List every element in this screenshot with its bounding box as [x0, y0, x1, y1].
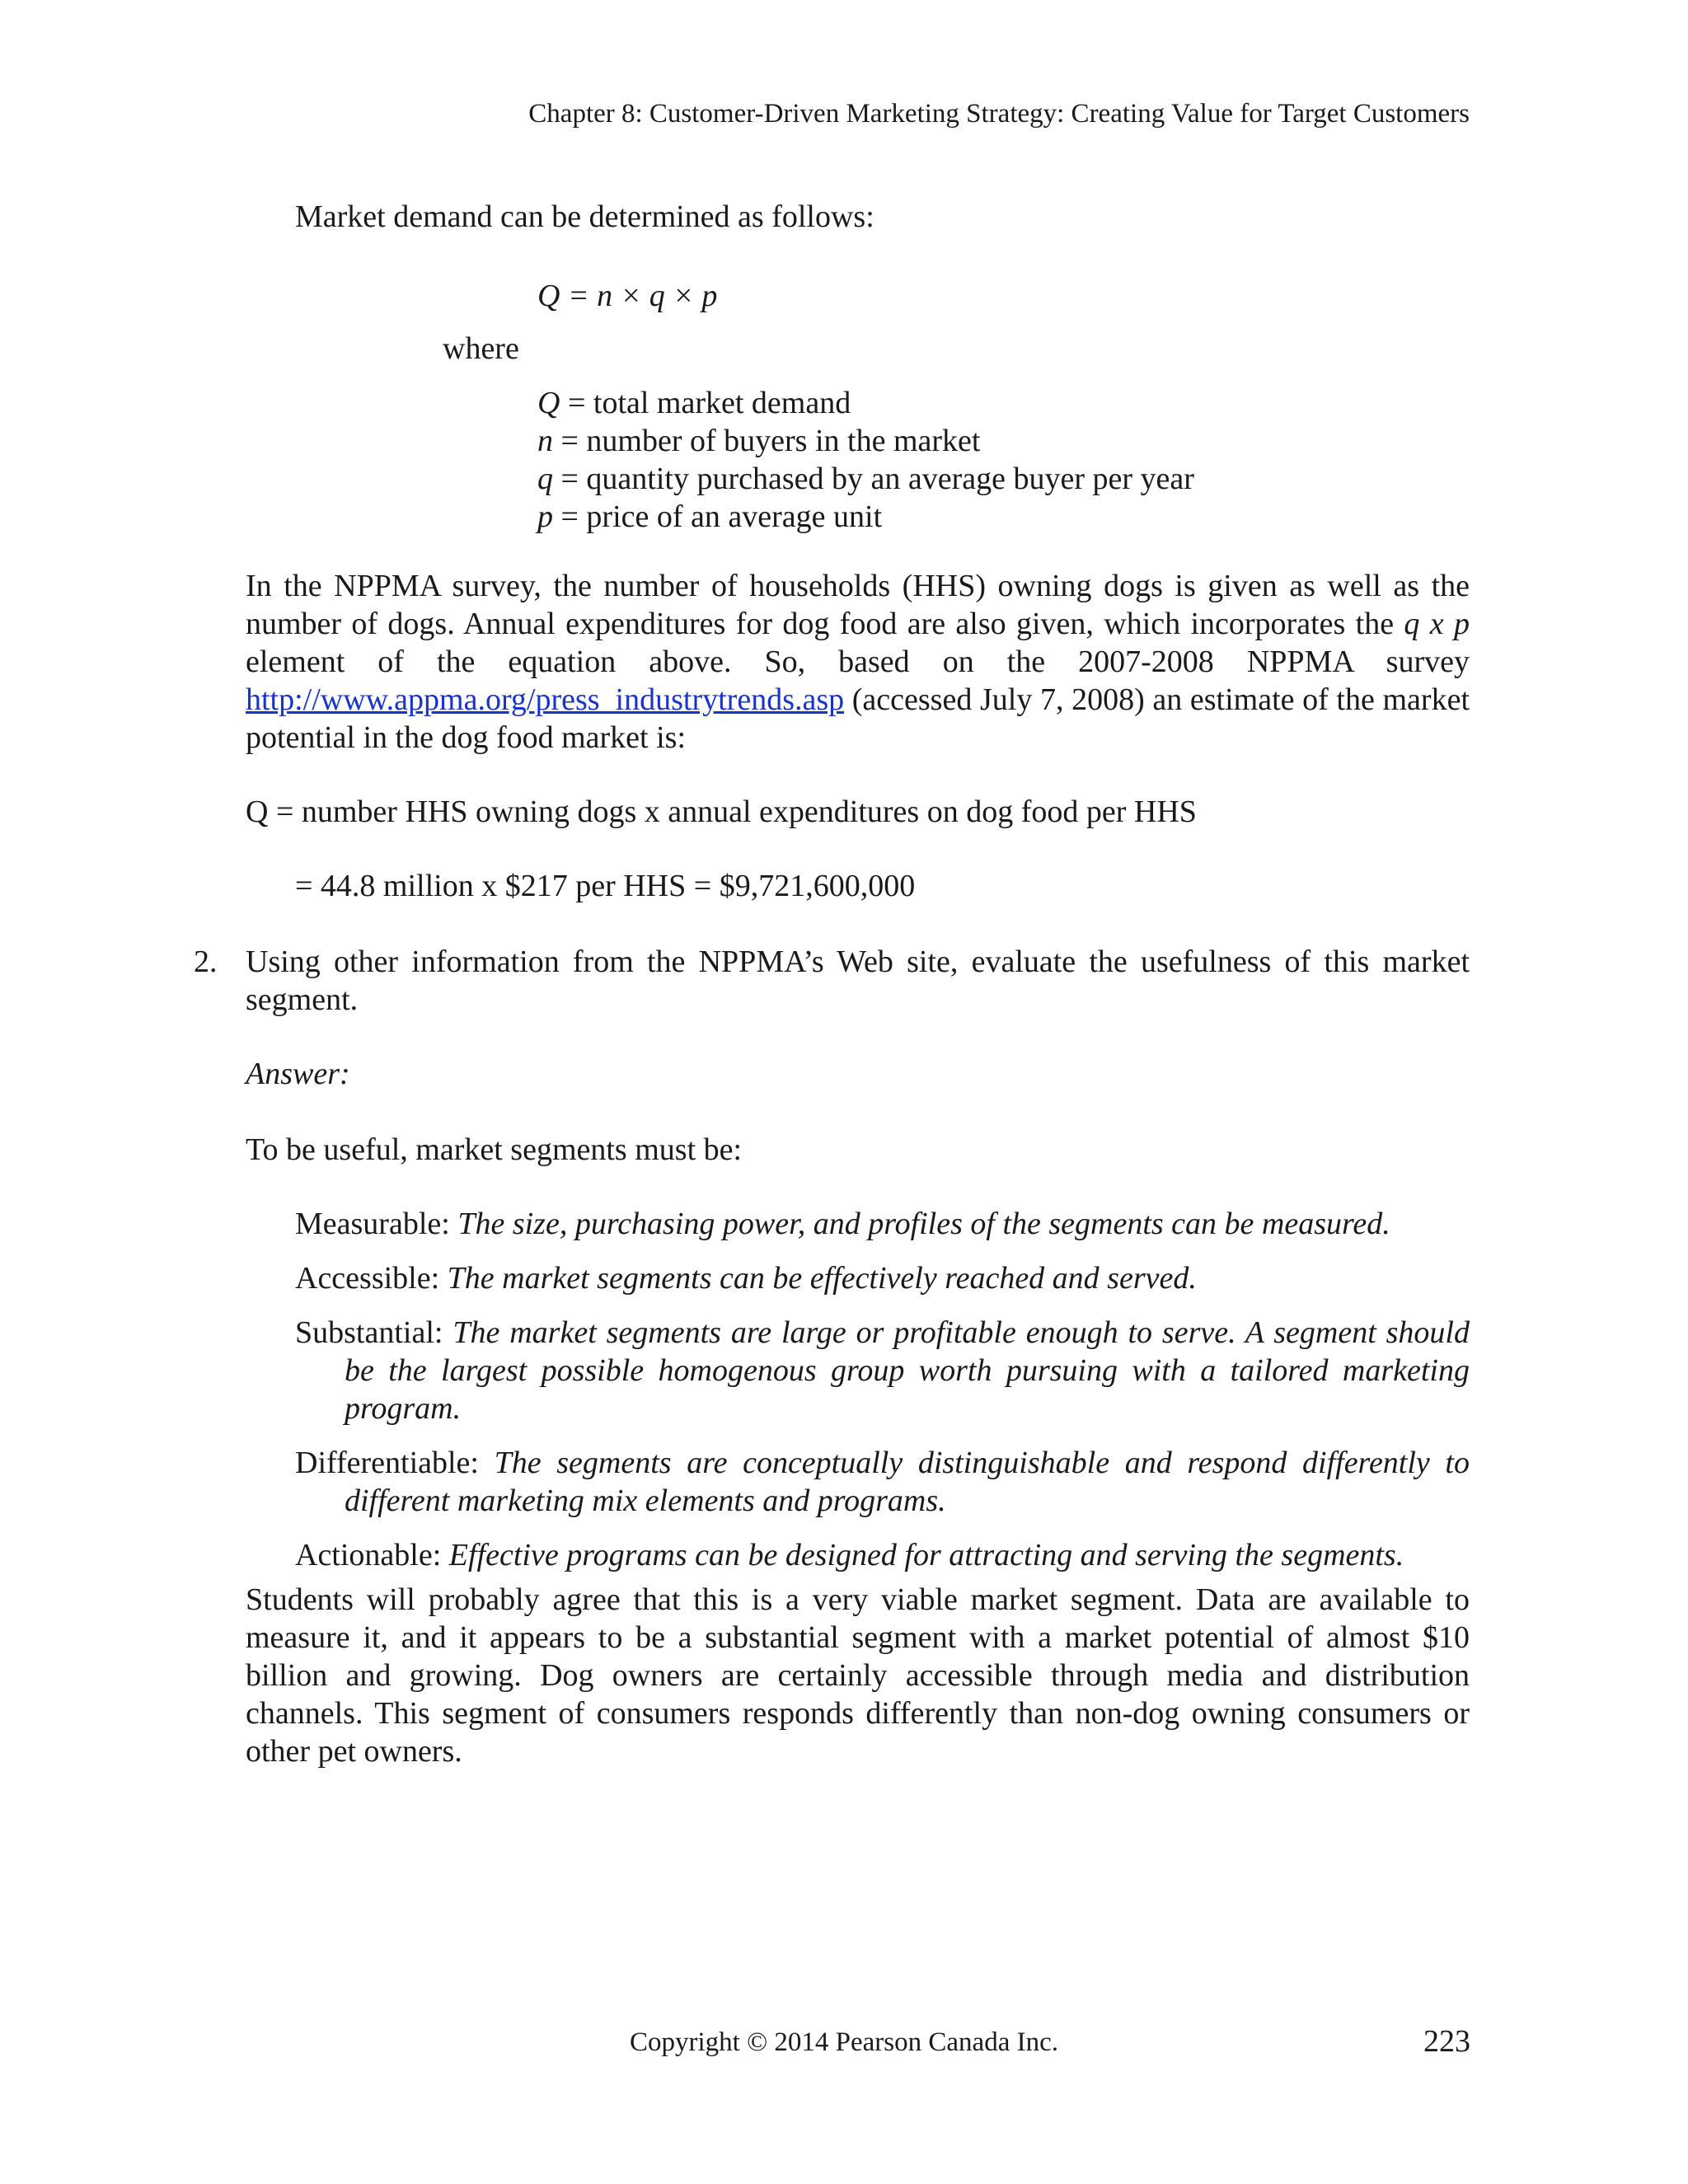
criteria-list — [295, 1205, 1470, 1574]
criterion-measurable: Measurable: The size, purchasing power, and profiles of the segments can be measured. — [295, 1207, 1390, 1241]
survey-link[interactable]: http://www.appma.org/press_industrytrends.asp — [246, 682, 845, 717]
estimate-equation: Q = number HHS owning dogs x annual expenditures on dog food per HHS — [246, 794, 1197, 829]
definition-item: Q = total market demand — [537, 386, 851, 420]
estimate-result: = 44.8 million x $217 per HHS = $9,721,600,000 — [295, 869, 916, 903]
criterion-actionable: Actionable: Effective programs can be designed for attracting and serving the segments. — [295, 1538, 1404, 1572]
page-number: 223 — [1423, 2024, 1470, 2059]
where-label: where — [443, 331, 519, 366]
criterion-differentiable: Differentiable: The segments are conceptually distinguishable and respond differently to different marketing mix elements and programs. — [295, 1446, 1470, 1518]
running-header: Chapter 8: Customer-Driven Marketing Strategy: Creating Value for Target Customers — [528, 99, 1470, 129]
demand-formula: Q = n × q × p — [537, 279, 718, 313]
definition-list — [537, 384, 1469, 536]
criteria-intro: To be useful, market segments must be: — [246, 1132, 743, 1167]
criterion-substantial: Substantial: The market segments are large or profitable enough to serve. A segment should be the largest possible homogenous group worth pursuing with a tailored marketing program. — [295, 1315, 1470, 1426]
definition-item: n = number of buyers in the market — [537, 424, 981, 458]
question-number: 2. — [194, 944, 218, 979]
demand-intro: Market demand can be determined as follows: — [295, 199, 874, 234]
question-text: Using other information from the NPPMA’s Web site, evaluate the usefulness of this market segment. — [246, 944, 1470, 1017]
copyright-notice: Copyright © 2014 Pearson Canada Inc. — [630, 2027, 1058, 2057]
conclusion-paragraph: Students will probably agree that this is a very viable market segment. Data are available to measure it, and it appears to be a substantial segment with a market potential of almost $10 billion and growing. Dog owners are certainly accessible through media and distribution channels. This segment of consumers responds differently than non-dog owning consumers or other pet owners. — [246, 1582, 1470, 1769]
definition-item: q = quantity purchased by an average buyer per year — [537, 462, 1194, 496]
survey-paragraph: In the NPPMA survey, the number of households (HHS) owning dogs is given as well as the number of dogs. Annual expenditures for dog food are also given, which incorporates the q x p element of the equation above. So, based on the 2007-2008 NPPMA survey http://www.appma.org/press_industrytrends.asp (accessed July 7, 2008) an estimate of the market potential in the dog food market is: — [246, 569, 1470, 755]
definition-item: p = price of an average unit — [537, 499, 883, 534]
answer-label: Answer: — [246, 1057, 350, 1091]
criterion-accessible: Accessible: The market segments can be effectively reached and served. — [295, 1261, 1197, 1296]
